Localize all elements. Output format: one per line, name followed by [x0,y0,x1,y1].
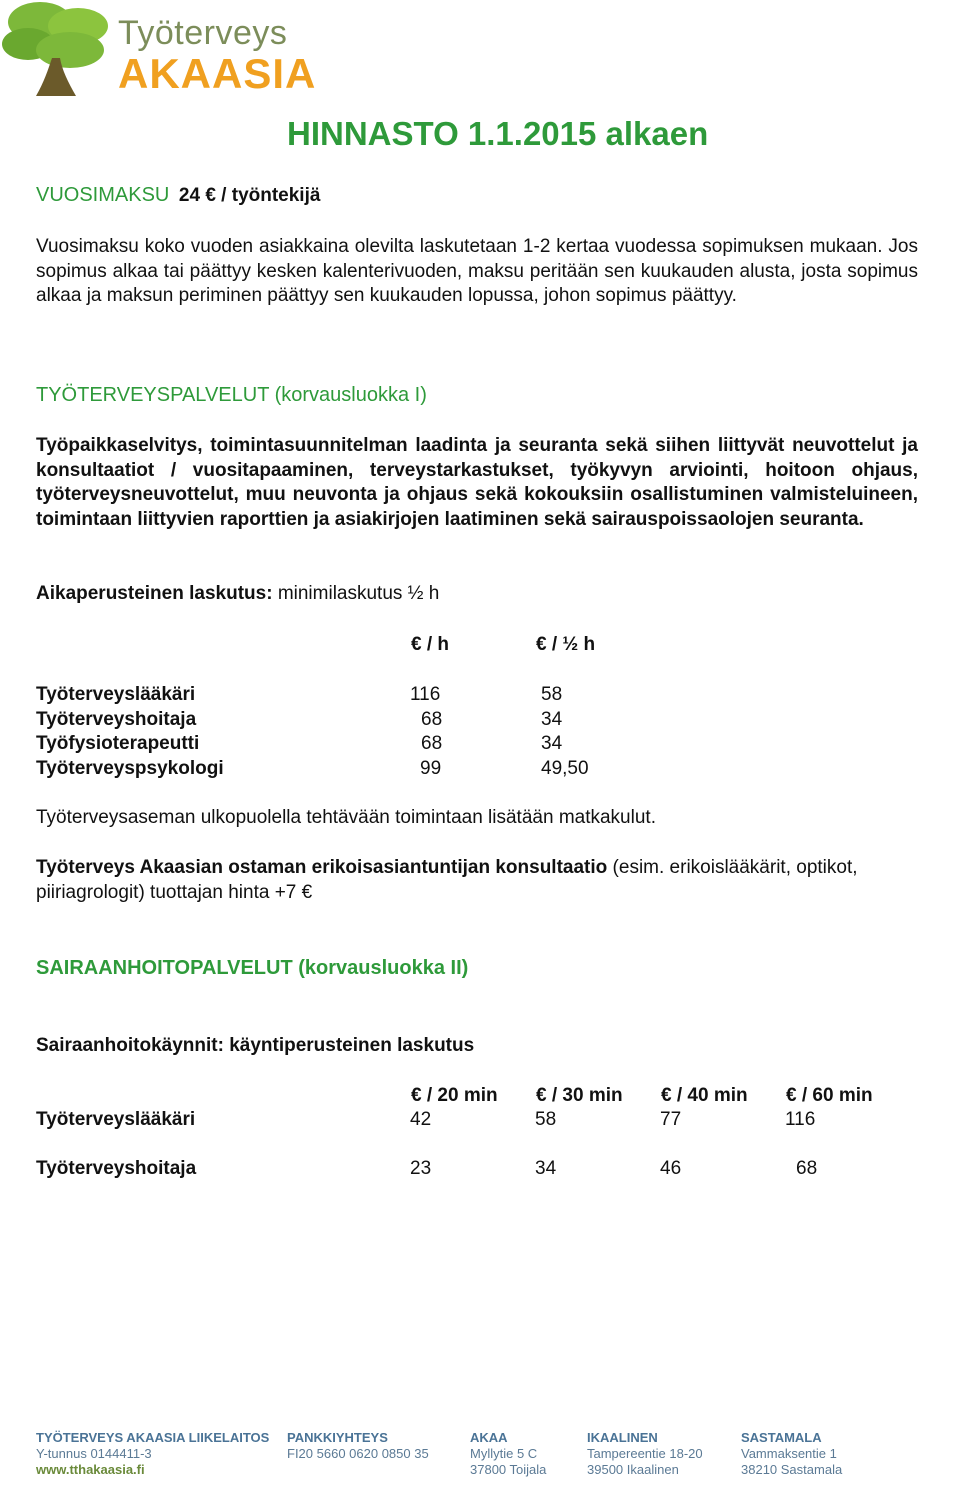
row-30-min: 34 [535,1158,557,1179]
row-per-hour: 68 [421,709,443,730]
footer-sastamala [741,1430,842,1478]
row-per-hour: 68 [421,733,443,754]
row-40-min: 46 [660,1158,682,1179]
logo [0,0,317,100]
footer-akaa [470,1430,546,1478]
annual-fee-value: 24 € / työntekijä [178,185,321,206]
row-60-min: 68 [796,1158,818,1179]
row-20-min: 42 [410,1109,432,1130]
footer-akaa-postal: 37800 Toijala [470,1462,547,1477]
time-billing-line [36,583,439,605]
table-row [36,709,916,733]
footer-ikaalinen [587,1430,703,1478]
row-name: Työterveyslääkäri [36,1109,196,1130]
consultation-rest: (esim. erikoislääkärit, optikot, piiriagrologit) tuottajan hinta +7 € [36,857,858,903]
footer-sastamala-postal: 38210 Sastamala [741,1462,843,1477]
footer-website-link[interactable]: www.tthakaasia.fi [36,1462,145,1477]
row-name: Työterveyshoitaja [36,1158,197,1179]
occupational-table-header [36,634,916,658]
footer-ikaalinen-postal: 39500 Ikaalinen [587,1462,679,1477]
row-name: Työterveyslääkäri [36,684,196,705]
time-billing-value: minimilaskutus ½ h [277,583,440,604]
row-20-min: 23 [410,1158,432,1179]
time-billing-label: Aikaperusteinen laskutus: [36,583,273,604]
page-title: HINNASTO 1.1.2015 alkaen [287,115,709,152]
logo-text-bottom: AKAASIA [118,50,317,97]
footer-akaa-title: AKAA [470,1430,508,1445]
column-60-min: € / 60 min [786,1085,873,1106]
footer-bank [287,1430,429,1462]
row-30-min: 58 [535,1109,557,1130]
row-per-hour: 99 [420,758,442,779]
consultation-note [36,856,936,905]
footer-ikaalinen-title: IKAALINEN [587,1430,658,1445]
row-name: Työterveyshoitaja [36,709,197,730]
column-30-min: € / 30 min [536,1085,623,1106]
table-row [36,1109,916,1133]
annual-fee-line [36,184,320,207]
column-40-min: € / 40 min [661,1085,748,1106]
occupational-heading: TYÖTERVEYSPALVELUT (korvausluokka I) [36,384,427,406]
occupational-description: Työpaikkaselvitys, toimintasuunnitelman laadinta ja seuranta sekä siihen liittyvät neuvottelut ja konsultaatiot / vuositapaaminen, terveystarkastukset, työkyvyn arviointi, hoitoon ohjaus, työterveysneuvottelut, muu neuvonta ja ohjaus sekä kokouksiin osallistuminen valmisteluineen, toimintaan liittyvien raporttien ja asiakirjojen laatiminen sekä sairauspoissaolojen seuranta. [36,435,918,530]
medical-visits-label: Sairaanhoitokäynnit: käyntiperusteinen laskutus [36,1035,475,1056]
table-row [36,684,916,708]
consultation-bold: Työterveys Akaasian ostaman erikoisasiantuntijan konsultaatio [36,857,608,878]
row-per-half: 49,50 [541,758,589,779]
footer [0,1410,960,1486]
annual-fee-description: Vuosimaksu koko vuoden asiakkaina olevilta laskutetaan 1-2 kertaa vuodessa sopimuksen mukaan. Jos sopimus alkaa tai päättyy kesken kalenterivuoden, maksu peritään sen kuukauden alusta, josta sopimus alkaa ja maksun periminen päättyy sen kuukauden lopussa, johon sopimus päättyy. [36,236,918,306]
footer-company-title: TYÖTERVEYS AKAASIA LIIKELAITOS [36,1430,270,1445]
table-row [36,733,916,757]
column-per-half-hour: € / ½ h [536,634,596,655]
footer-company [36,1430,269,1478]
row-40-min: 77 [660,1109,682,1130]
row-name: Työfysioterapeutti [36,733,200,754]
column-20-min: € / 20 min [411,1085,498,1106]
row-name: Työterveyspsykologi [36,758,224,779]
travel-note: Työterveysaseman ulkopuolella tehtävään toimintaan lisätään matkakulut. [36,807,656,828]
footer-akaa-street: Myllytie 5 C [470,1446,538,1461]
footer-sastamala-street: Vammaksentie 1 [741,1446,837,1461]
medical-heading: SAIRAANHOITOPALVELUT (korvausluokka II) [36,957,469,979]
tree-icon [0,0,120,100]
footer-sastamala-title: SASTAMALA [741,1430,822,1445]
annual-fee-label: VUOSIMAKSU [36,184,170,206]
footer-bank-account: FI20 5660 0620 0850 35 [287,1446,429,1461]
row-per-half: 34 [541,733,563,754]
footer-ikaalinen-street: Tampereentie 18-20 [587,1446,703,1461]
row-per-half: 34 [541,709,563,730]
footer-company-id: Y-tunnus 0144411-3 [36,1446,152,1461]
logo-text-top: Työterveys [118,14,288,52]
medical-table-header [36,1085,916,1109]
table-row [36,758,916,782]
footer-bank-title: PANKKIYHTEYS [287,1430,388,1445]
column-per-hour: € / h [411,634,450,655]
table-row [36,1158,916,1182]
row-per-hour: 116 [410,684,441,705]
row-per-half: 58 [541,684,563,705]
row-60-min: 116 [785,1109,816,1130]
